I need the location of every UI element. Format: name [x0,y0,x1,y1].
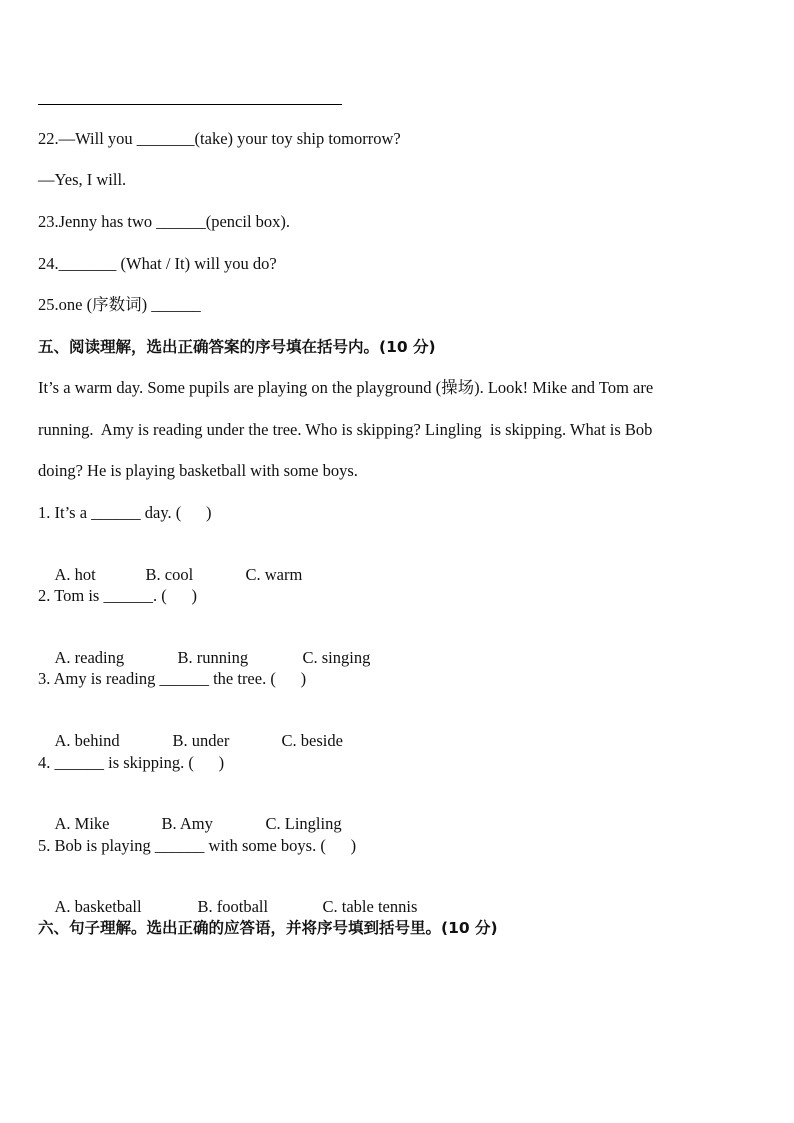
option-b: B. cool [145,565,194,584]
reading-question-4: 4. ______ is skipping. ( ) [38,753,225,772]
passage-line-2: running. Amy is reading under the tree. Who is skipping? Lingling is skipping. What is Bob [38,420,653,439]
question-23: 23.Jenny has two ______(pencil box). [38,212,291,231]
reading-question-1: 1. It’s a ______ day. ( ) [38,503,212,522]
option-b: B. running [177,648,249,667]
answer-line [38,104,342,105]
option-a: A. basketball [54,897,142,916]
option-c: C. table tennis [322,897,418,916]
option-a: A. Mike [54,814,110,833]
option-c: C. Lingling [265,814,342,833]
passage-line-3: doing? He is playing basketball with some boys. [38,461,358,480]
option-a: A. behind [54,731,120,750]
question-22-reply: —Yes, I will. [38,170,127,189]
option-c: C. singing [302,648,371,667]
option-b: B. football [197,897,269,916]
reading-question-3: 3. Amy is reading ______ the tree. ( ) [38,669,307,688]
option-c: C. warm [245,565,303,584]
option-b: B. Amy [161,814,213,833]
question-22: 22.—Will you _______(take) your toy ship tomorrow? [38,129,401,148]
option-b: B. under [172,731,230,750]
section-6-heading: 六、句子理解。选出正确的应答语，并将序号填到括号里。(10 分) [38,919,498,937]
option-a: A. hot [54,565,96,584]
reading-question-2: 2. Tom is ______. ( ) [38,586,197,605]
question-24: 24._______ (What / It) will you do? [38,254,277,273]
reading-question-5: 5. Bob is playing ______ with some boys. ( ) [38,836,357,855]
passage-line-1: It’s a warm day. Some pupils are playing on the playground (操场). Look! Mike and Tom are [38,378,654,397]
option-c: C. beside [281,731,343,750]
question-25: 25.one (序数词) ______ [38,295,201,314]
option-a: A. reading [54,648,125,667]
section-5-heading: 五、阅读理解，选出正确答案的序号填在括号内。(10 分) [38,338,436,356]
